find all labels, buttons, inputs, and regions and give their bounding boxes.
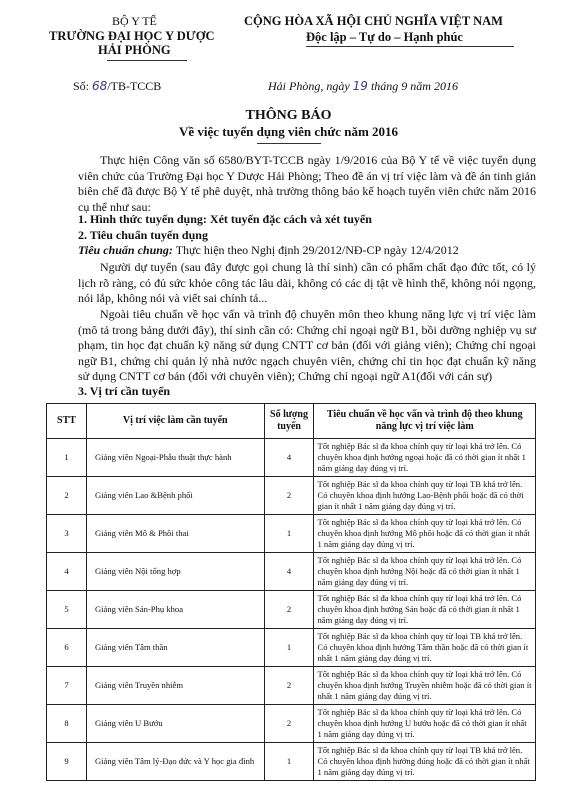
org-city: HẢI PHÒNG xyxy=(98,43,171,57)
cell-stt: 8 xyxy=(47,705,87,743)
requirements-paragraph: Ngoài tiêu chuẩn về học vấn và trình độ chuyên môn theo khung năng lực vị trí việc làm (mô tả trong bảng dưới đây), thí sinh cần có: Chứng chỉ ngoại ngữ B1, bồi dưỡng nghiệp vụ sư phạm, tin học đạt chuẩn kỹ năng sử dụng CNTT cơ bản (đối với giảng viên); Chứng chỉ ngoại ngữ B1, chứng chỉ quản lý nhà nước ngạch chuyên viên, chứng chỉ tin học đạt chuẩn kỹ năng sử dụng CNTT cơ bản (đối với chuyên viên); Chứng chỉ ngoại ngữ A1(đối với cán sự) xyxy=(78,307,536,384)
cell-criteria: Tốt nghiệp Bác sĩ đa khoa chính quy từ loại TB khá trở lên. Có chuyên khoa định hướng Tâm thần hoặc đã có thời gian ít nhất 1 năm giảng dạy đúng vị trí. xyxy=(314,629,536,667)
cell-stt: 7 xyxy=(47,667,87,705)
notice-subtitle: Về việc tuyển dụng viên chức năm 2016 xyxy=(178,124,399,139)
cell-criteria: Tốt nghiệp Bác sĩ đa khoa chính quy từ loại khá trở lên. Có chuyên khoa định hướng Sản hoặc đã có thời gian ít nhất 1 năm giảng dạy đúng vị trí. xyxy=(314,591,536,629)
cell-quantity: 2 xyxy=(264,705,314,743)
cell-position: Giảng viên Sản-Phụ khoa xyxy=(86,591,264,629)
cell-quantity: 2 xyxy=(264,591,314,629)
cell-position: Giảng viên U Bướu xyxy=(86,705,264,743)
cell-quantity: 2 xyxy=(264,477,314,515)
org-ministry: BỘ Y TẾ xyxy=(112,14,157,28)
doc-no-value: 68 xyxy=(92,79,108,93)
candidate-paragraph: Người dự tuyển (sau đây được gọi chung là thí sinh) cần có phẩm chất đạo đức tốt, có lý lịch rõ ràng, có đủ sức khỏe công tác lâu dài, không có các dị tật về hình thể, không nói ngọng, nói lắp, không nói và viết sai chính tả... xyxy=(78,260,536,306)
cell-position: Giảng viên Truyền nhiễm xyxy=(86,667,264,705)
table-row xyxy=(47,667,536,705)
table-row xyxy=(47,515,536,553)
cell-position: Giảng viên Tâm thần xyxy=(86,629,264,667)
general-criteria-label: Tiêu chuẩn chung: xyxy=(78,243,173,257)
table-row xyxy=(47,629,536,667)
cell-position: Giảng viên Mô & Phôi thai xyxy=(86,515,264,553)
table-header-row xyxy=(47,404,536,439)
positions-table xyxy=(46,403,536,781)
table-row xyxy=(47,705,536,743)
section-1-heading: 1. Hình thức tuyển dụng: Xét tuyển đặc cách và xét tuyển xyxy=(78,212,372,226)
intro-paragraph: Thực hiện Công văn số 6580/BYT-TCCB ngày 1/9/2016 của Bộ Y tế về việc tuyển dụng viên chức của Trường Đại học Y Dược Hải Phòng; Theo đề án vị trí việc làm và đề án tinh giản biên chế đã được Bộ Y tế phê duyệt, nhà trường thông báo kế hoạch tuyển viên chức năm 2016 cụ thể như sau: xyxy=(78,153,536,214)
cell-stt: 9 xyxy=(47,743,87,781)
cell-criteria: Tốt nghiệp Bác sĩ đa khoa chính quy từ loại khá trở lên. Có chuyên khoa định hướng Mô phôi hoặc đã có thời gian ít nhất 1 năm giảng dạy đúng vị trí. xyxy=(314,515,536,553)
cell-stt: 1 xyxy=(47,439,87,477)
cell-criteria: Tốt nghiệp Bác sĩ đa khoa chính quy từ loại khá trở lên. Có chuyên khoa định hướng Nội hoặc đã có thời gian ít nhất 1 năm giảng dạy đúng vị trí. xyxy=(314,553,536,591)
general-criteria xyxy=(78,243,459,258)
cell-position: Giảng viên Nội tổng hợp xyxy=(86,553,264,591)
nation-motto: Độc lập – Tự do – Hạnh phúc xyxy=(306,30,463,44)
general-criteria-text: Thực hiện theo Nghị định 29/2012/NĐ-CP ngày 12/4/2012 xyxy=(172,243,459,257)
cell-stt: 5 xyxy=(47,591,87,629)
title-underline xyxy=(257,143,321,144)
date-day: 19 xyxy=(352,79,368,93)
org-university: TRƯỜNG ĐẠI HỌC Y DƯỢC xyxy=(49,29,215,43)
header-quantity: Số lượng tuyển xyxy=(264,404,314,439)
cell-criteria: Tốt nghiệp Bác sĩ đa khoa chính quy từ loại khá trở lên. Có chuyên khoa định hướng Truyền nhiễm hoặc đã có thời gian ít nhất 1 năm giảng dạy đúng vị trí. xyxy=(314,667,536,705)
cell-quantity: 4 xyxy=(264,553,314,591)
cell-criteria: Tốt nghiệp Bác sĩ đa khoa chính quy từ loại khá trở lên. Có chuyên khoa định hướng ngoại hoặc đã có thời gian ít nhất 1 năm giảng dạy đúng vị trí. xyxy=(314,439,536,477)
cell-stt: 3 xyxy=(47,515,87,553)
doc-no-prefix: Số: xyxy=(73,79,90,93)
cell-quantity: 4 xyxy=(264,439,314,477)
header-position: Vị trí việc làm cần tuyển xyxy=(86,404,264,439)
motto-underline xyxy=(306,46,514,47)
cell-position: Giảng viên Ngoại-Phẫu thuật thực hành xyxy=(86,439,264,477)
nation-title: CỘNG HÒA XÃ HỘI CHỦ NGHĨA VIỆT NAM xyxy=(244,14,503,28)
cell-position: Giảng viên Tâm lý-Đạo đức và Y học gia đình xyxy=(86,743,264,781)
cell-stt: 2 xyxy=(47,477,87,515)
cell-criteria: Tốt nghiệp Bác sĩ đa khoa chính quy từ loại khá trở lên. Có chuyên khoa định hướng U bướu hoặc đã có thời gian ít nhất 1 năm giảng dạy đúng vị trí. xyxy=(314,705,536,743)
org-underline xyxy=(107,60,187,61)
table-row xyxy=(47,439,536,477)
section-2-heading: 2. Tiêu chuẩn tuyển dụng xyxy=(78,228,208,242)
doc-no-suffix: /TB-TCCB xyxy=(107,79,162,93)
document-date xyxy=(268,79,458,94)
table-row xyxy=(47,477,536,515)
notice-title: THÔNG BÁO xyxy=(245,108,332,123)
date-rest: tháng 9 năm 2016 xyxy=(370,79,458,93)
cell-quantity: 1 xyxy=(264,743,314,781)
cell-quantity: 1 xyxy=(264,629,314,667)
cell-stt: 4 xyxy=(47,553,87,591)
date-place: Hải Phòng, ngày xyxy=(268,79,350,93)
header-criteria: Tiêu chuẩn về học vấn và trình độ theo khung năng lực vị trí việc làm xyxy=(314,404,536,439)
table-row xyxy=(47,553,536,591)
cell-position: Giảng viên Lao &Bệnh phổi xyxy=(86,477,264,515)
table-row xyxy=(47,743,536,781)
cell-stt: 6 xyxy=(47,629,87,667)
header-stt: STT xyxy=(47,404,87,439)
document-number xyxy=(73,79,161,94)
cell-quantity: 1 xyxy=(264,515,314,553)
cell-criteria: Tốt nghiệp Bác sĩ đa khoa chính quy từ loại TB khá trở lên. Có chuyên khoa định hướng Lao-Bệnh phổi hoặc đã có thời gian ít nhất 1 năm giảng dạy đúng vị trí. xyxy=(314,477,536,515)
cell-criteria: Tốt nghiệp Bác sĩ đa khoa chính quy từ loại TB khá trở lên. Có chuyên khoa định hướng đúng hoặc đã có thời gian ít nhất 1 năm giảng dạy đúng vị trí. xyxy=(314,743,536,781)
cell-quantity: 2 xyxy=(264,667,314,705)
table-row xyxy=(47,591,536,629)
section-3-heading: 3. Vị trí cần tuyển xyxy=(78,384,171,398)
